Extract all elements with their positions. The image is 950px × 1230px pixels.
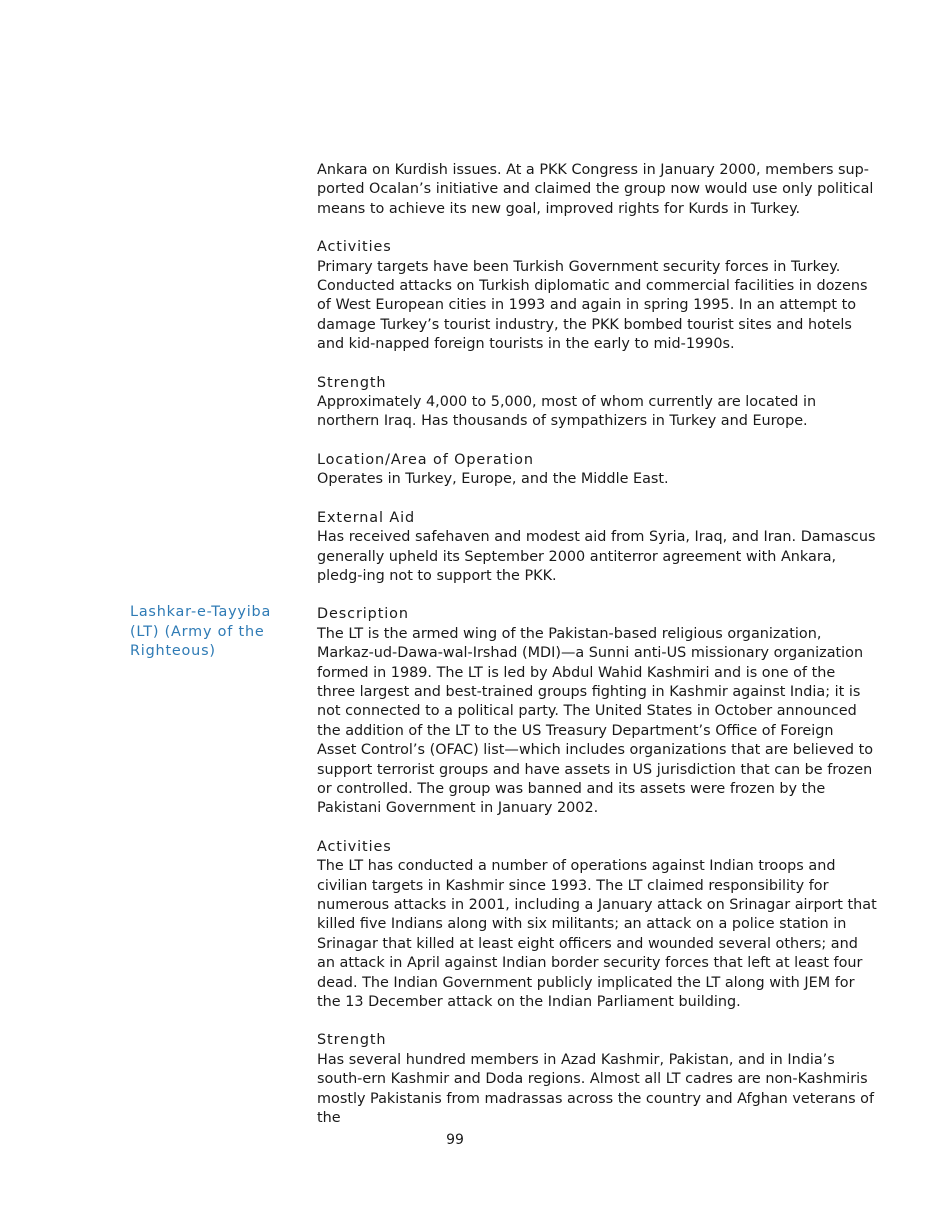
pkk-external-aid-heading: External Aid [317, 509, 416, 526]
lt-activities-text: The LT has conducted a number of operations against Indian troops and civilian targets in Kashmir since 1993. The LT claimed responsibility for numerous attacks in 2001, including a January attack on Srinagar airport that killed five Indians along with six militants; an attack on a police station in Srinagar that killed at least eight officers and wounded several others; and an attack in April against Indian border security forces that left at least four dead. The Indian Government publicly implicated the LT along with JEM for the 13 December attack on the Indian Parliament building. [317, 858, 877, 1011]
pkk-strength-heading: Strength [317, 374, 387, 391]
pkk-location-text: Operates in Turkey, Europe, and the Middle East. [317, 471, 669, 488]
organization-name-lt: Lashkar-e-Tayyiba (LT) (Army of the Righteous) [130, 604, 272, 660]
lt-description-heading: Description [317, 606, 409, 623]
page-number: 99 [446, 1132, 464, 1148]
intro-paragraph: Ankara on Kurdish issues. At a PKK Congress in January 2000, members sup-ported Ocalan’s initiative and claimed the group now would use only political means to achieve its new goal, improved rights for Kurds in Turkey. [317, 162, 874, 217]
pkk-strength-text: Approximately 4,000 to 5,000, most of whom currently are located in northern Iraq. Has thousands of sympathizers in Turkey and Europe. [317, 394, 817, 430]
pkk-external-aid-text: Has received safehaven and modest aid from Syria, Iraq, and Iran. Damascus generally upheld its September 2000 antiterror agreement with Ankara, pledg-ing not to support the PKK. [317, 529, 876, 584]
lt-activities-heading: Activities [317, 838, 392, 855]
pkk-location-heading: Location/Area of Operation [317, 451, 534, 468]
main-text-column [317, 161, 877, 1128]
lt-description-text: The LT is the armed wing of the Pakistan-based religious organization, Markaz-ud-Dawa-wal-Irshad (MDI)—a Sunni anti-US missionary organization formed in 1989. The LT is led by Abdul Wahid Kashmiri and is one of the three largest and best-trained groups fighting in Kashmir against India; it is not connected to a political party. The United States in October announced the addition of the LT to the US Treasury Department’s Office of Foreign Asset Control’s (OFAC) list—which includes organizations that are believed to support terrorist groups and have assets in US jurisdiction that can be frozen or controlled. The group was banned and its assets were frozen by the Pakistani Government in January 2002. [317, 625, 874, 817]
lt-strength-text: Has several hundred members in Azad Kashmir, Pakistan, and in India’s south-ern Kashmir and Doda regions. Almost all LT cadres are non-Kashmiris mostly Pakistanis from madrassas across the country and Afghan veterans of the [317, 1051, 875, 1127]
pkk-activities-heading: Activities [317, 239, 392, 256]
pkk-activities-text: Primary targets have been Turkish Government security forces in Turkey. Conducted attacks on Turkish diplomatic and commercial facilities in dozens of West European cities in 1993 and again in spring 1995. In an attempt to damage Turkey’s tourist industry, the PKK bombed tourist sites and hotels and kid-napped foreign tourists in the early to mid-1990s. [317, 258, 868, 353]
lt-strength-heading: Strength [317, 1032, 387, 1049]
